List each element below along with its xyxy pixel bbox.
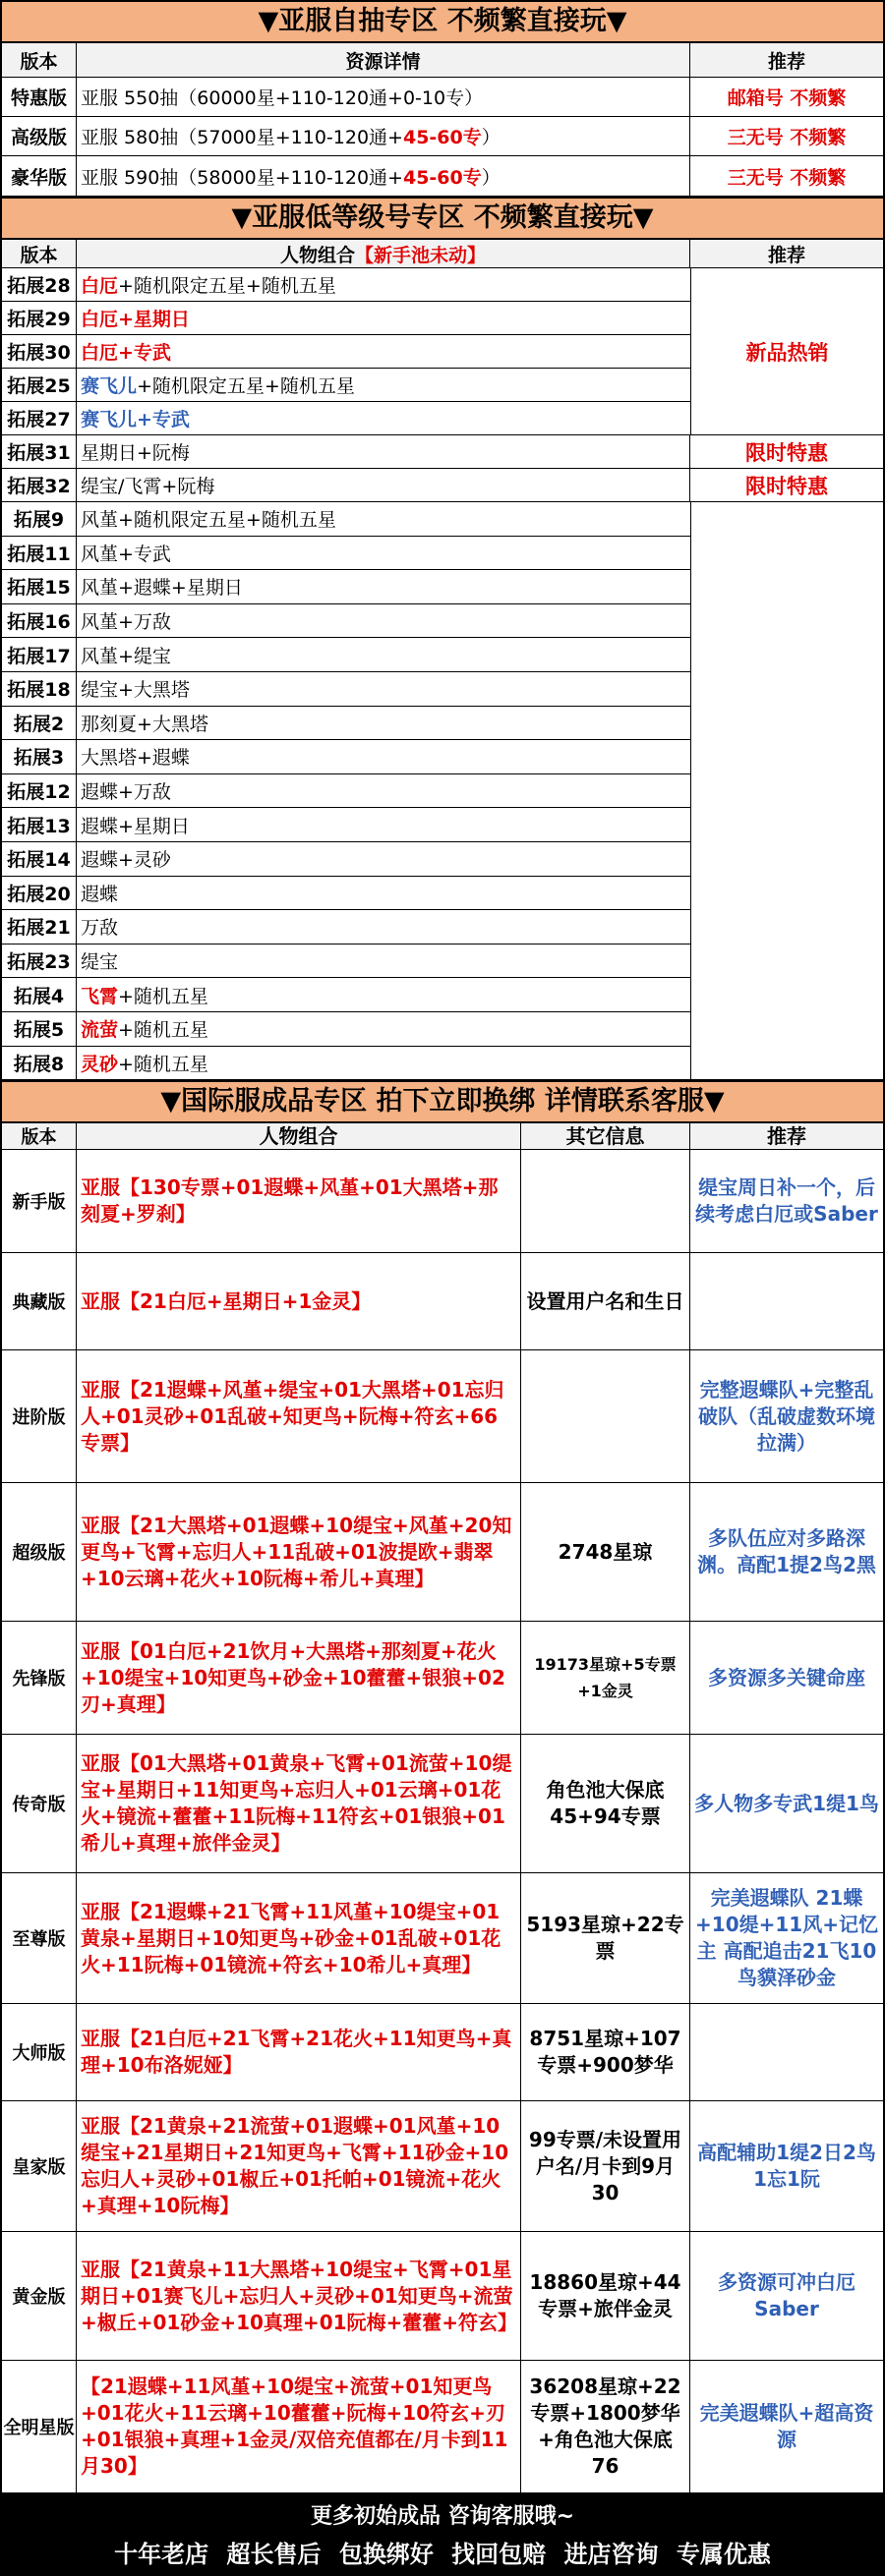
table-row bbox=[2, 435, 883, 469]
section-intl-finished bbox=[0, 1080, 885, 2493]
combo-cell: 星期日+阮梅 bbox=[77, 435, 690, 468]
version-cell: 拓展29 bbox=[2, 302, 77, 334]
combo-cell: 遐蝶+万敌 bbox=[81, 781, 171, 804]
header-version: 版本 bbox=[2, 240, 77, 267]
recommend-cell: 邮箱号 不频繁 bbox=[727, 87, 847, 109]
combo-rest: +随机限定五星+随机五星 bbox=[137, 375, 355, 397]
table-row bbox=[2, 302, 690, 335]
combo-rest: +专武 bbox=[118, 342, 171, 364]
combo-highlight: 白厄 bbox=[81, 342, 119, 364]
info-cell: 19173星琼+5专票+1金灵 bbox=[521, 1622, 690, 1734]
combo-cell: 亚服【21黄泉+11大黑塔+10缇宝+飞霄+01星期日+01赛飞儿+忘归人+灵砂+01知更鸟+流萤+椒丘+01砂金+10真理+01阮梅+藿藿+符玄】 bbox=[77, 2232, 521, 2360]
combo-cell: 缇宝 bbox=[81, 951, 119, 974]
header-combo: 人物组合 bbox=[77, 1123, 521, 1149]
recommend-cell: 三无号 不频繁 bbox=[727, 166, 847, 189]
recommend-cell: 多队伍应对多路深渊。高配1提2鸟2黑 bbox=[697, 1526, 876, 1577]
recommend-cell: 多资源可冲白厄Saber bbox=[718, 2270, 856, 2321]
combo-highlight: 赛飞儿 bbox=[81, 375, 138, 397]
header-version: 版本 bbox=[2, 1123, 77, 1149]
version-cell: 新手版 bbox=[2, 1150, 77, 1252]
combo-cell: 风堇+缇宝 bbox=[81, 645, 171, 667]
version-cell: 传奇版 bbox=[2, 1735, 77, 1872]
table-row bbox=[2, 2101, 883, 2232]
table-header bbox=[2, 43, 883, 78]
version-cell: 黄金版 bbox=[2, 2232, 77, 2360]
version-cell: 全明星版 bbox=[2, 2361, 77, 2492]
table-row bbox=[2, 402, 690, 434]
combo-cell: 亚服【21黄泉+21流萤+01遐蝶+01风堇+10缇宝+21星期日+21知更鸟+飞霄+11砂金+10忘归人+灵砂+01椒丘+01托帕+01镜流+花火+真理+10阮梅】 bbox=[77, 2101, 521, 2231]
recommend-cell: 三无号 不频繁 bbox=[727, 127, 847, 148]
info-cell: 2748星琼 bbox=[521, 1483, 690, 1621]
recommend-cell-empty bbox=[690, 502, 883, 1079]
table-header bbox=[2, 1123, 883, 1150]
table-row bbox=[2, 2361, 883, 2493]
version-cell: 拓展12 bbox=[2, 774, 77, 808]
combo-cell: 亚服【21白厄+21飞霄+21花火+11知更鸟+真理+10布洛妮娅】 bbox=[77, 2004, 521, 2100]
version-cell: 拓展4 bbox=[2, 978, 77, 1011]
version-cell: 高级版 bbox=[2, 117, 77, 155]
combo-highlight: 赛飞儿 bbox=[81, 409, 138, 430]
footer-line2: 十年老店 超长售后 包换绑好 找回包赔 进店咨询 专属优惠 bbox=[114, 2541, 771, 2569]
table-row bbox=[2, 1047, 690, 1080]
recommend-cell: 完整遐蝶队+完整乱破队（乱破虚数环境拉满） bbox=[698, 1377, 875, 1455]
version-cell: 拓展14 bbox=[2, 842, 77, 876]
info-cell bbox=[521, 1150, 690, 1252]
table-row bbox=[2, 117, 883, 156]
version-cell: 进阶版 bbox=[2, 1350, 77, 1482]
table-row bbox=[2, 774, 690, 809]
table-row bbox=[2, 740, 690, 774]
recommend-cell: 新品热销 bbox=[690, 268, 883, 434]
header-recommend: 推荐 bbox=[767, 1124, 806, 1149]
version-cell: 拓展2 bbox=[2, 707, 77, 740]
section-asia-low-level bbox=[0, 197, 885, 1080]
version-cell: 拓展32 bbox=[2, 469, 77, 501]
combo-cell bbox=[77, 302, 690, 334]
table-header bbox=[2, 240, 883, 268]
combo-cell: 大黑塔+遐蝶 bbox=[81, 747, 190, 770]
version-cell: 拓展21 bbox=[2, 910, 77, 944]
table-row bbox=[2, 156, 883, 197]
info-cell: 角色池大保底45+94专票 bbox=[521, 1735, 690, 1872]
table-row bbox=[2, 369, 690, 402]
combo-cell bbox=[77, 369, 690, 401]
version-cell: 拓展27 bbox=[2, 402, 77, 434]
combo-cell: 风堇+万敌 bbox=[81, 611, 171, 634]
version-cell: 超级版 bbox=[2, 1483, 77, 1621]
table-row bbox=[2, 877, 690, 911]
table-row bbox=[2, 842, 690, 877]
header-info: 其它信息 bbox=[521, 1123, 690, 1149]
detail-close: ） bbox=[481, 166, 501, 189]
combo-cell: 缇宝+大黑塔 bbox=[81, 679, 190, 702]
header-combo-text: 人物组合 bbox=[279, 244, 355, 266]
recommend-cell: 完美遐蝶队 21蝶+10缇+11风+记忆主 高配追击21飞10鸟貘泽砂金 bbox=[695, 1886, 878, 1990]
combo-cell bbox=[77, 335, 690, 368]
table-row bbox=[2, 570, 690, 604]
combo-highlight: 流萤 bbox=[81, 1019, 119, 1042]
version-cell: 大师版 bbox=[2, 2004, 77, 2100]
info-cell bbox=[521, 1350, 690, 1482]
info-cell: 8751星琼+107专票+900梦华 bbox=[521, 2004, 690, 2100]
combo-rest: +随机限定五星+随机五星 bbox=[118, 275, 336, 297]
detail-cell bbox=[77, 78, 690, 116]
info-cell: 99专票/未设置用户名/月卡到9月30 bbox=[521, 2101, 690, 2231]
header-combo-note: 【新手池未动】 bbox=[355, 244, 487, 266]
version-cell: 拓展28 bbox=[2, 268, 77, 301]
combo-cell: 亚服【01白厄+21饮月+大黑塔+那刻夏+花火+10缇宝+10知更鸟+砂金+10藿藿+银狼+02刃+真理】 bbox=[77, 1622, 521, 1734]
table-row bbox=[2, 1622, 883, 1735]
version-cell: 至尊版 bbox=[2, 1873, 77, 2003]
detail-cell bbox=[77, 156, 690, 196]
combo-rest: +随机五星 bbox=[118, 1019, 208, 1042]
version-cell: 特惠版 bbox=[2, 78, 77, 116]
info-cell: 设置用户名和生日 bbox=[521, 1253, 690, 1349]
info-cell: 18860星琼+44专票+旅伴金灵 bbox=[521, 2232, 690, 2360]
combo-rest: +随机五星 bbox=[118, 1053, 208, 1075]
header-recommend: 推荐 bbox=[767, 244, 805, 266]
version-cell: 豪华版 bbox=[2, 156, 77, 196]
header-combo bbox=[77, 240, 690, 267]
combo-cell: 【21遐蝶+11风堇+10缇宝+流萤+01知更鸟+01花火+11云璃+10藿藿+阮梅+10符玄+刃+01银狼+真理+1金灵/双倍充值都在/月卡到11月30】 bbox=[77, 2361, 521, 2492]
table-row bbox=[2, 1483, 883, 1622]
table-row bbox=[2, 335, 690, 369]
combo-cell: 那刻夏+大黑塔 bbox=[81, 713, 208, 735]
version-cell: 拓展9 bbox=[2, 502, 77, 536]
detail-text: 亚服 590抽（58000星+110-120通+ bbox=[81, 166, 403, 189]
recommend-cell: 限时特惠 bbox=[745, 440, 828, 465]
table-row bbox=[2, 537, 690, 571]
section-title: ▼国际服成品专区 拍下立即换绑 详情联系客服▼ bbox=[2, 1082, 883, 1123]
recommend-cell: 多资源多关键命座 bbox=[708, 1665, 865, 1689]
section-title: ▼亚服自抽专区 不频繁直接玩▼ bbox=[2, 2, 883, 43]
combo-cell: 万敌 bbox=[81, 917, 119, 940]
recommend-cell: 限时特惠 bbox=[745, 474, 828, 498]
header-detail: 资源详情 bbox=[77, 43, 690, 77]
version-cell: 拓展11 bbox=[2, 537, 77, 570]
version-cell: 先锋版 bbox=[2, 1622, 77, 1734]
combo-cell: 遐蝶+灵砂 bbox=[81, 849, 171, 872]
combo-cell: 亚服【21大黑塔+01遐蝶+10缇宝+风堇+20知更鸟+飞霄+忘归人+11乱破+01波提欧+翡翠+10云璃+花火+10阮梅+希儿+真理】 bbox=[77, 1483, 521, 1621]
table-row bbox=[2, 1350, 883, 1483]
version-cell: 拓展31 bbox=[2, 435, 77, 468]
table-row bbox=[2, 268, 690, 302]
combo-rest: +星期日 bbox=[118, 309, 190, 330]
table-row bbox=[2, 808, 690, 842]
recommend-cell: 高配辅助1缇2日2鸟1忘1阮 bbox=[697, 2141, 876, 2192]
combo-highlight: 灵砂 bbox=[81, 1053, 119, 1075]
combo-rest: +专武 bbox=[137, 409, 190, 430]
version-cell: 拓展23 bbox=[2, 945, 77, 978]
table-row bbox=[2, 672, 690, 707]
version-cell: 典藏版 bbox=[2, 1253, 77, 1349]
version-cell: 拓展8 bbox=[2, 1047, 77, 1080]
combo-cell: 风堇+专武 bbox=[81, 543, 171, 565]
version-cell: 皇家版 bbox=[2, 2101, 77, 2231]
table-row bbox=[2, 1012, 690, 1047]
combo-cell: 亚服【130专票+01遐蝶+风堇+01大黑塔+那刻夏+罗刹】 bbox=[77, 1150, 521, 1252]
recommend-cell bbox=[690, 1253, 883, 1349]
combo-cell: 遐蝶 bbox=[81, 883, 119, 905]
detail-text: 亚服 550抽（60000星+110-120通+0-10专） bbox=[81, 87, 484, 109]
table-row bbox=[2, 502, 690, 537]
table-row bbox=[2, 1735, 883, 1873]
version-cell: 拓展18 bbox=[2, 672, 77, 706]
combo-cell bbox=[77, 402, 690, 434]
table-row bbox=[2, 1253, 883, 1350]
combo-highlight: 白厄 bbox=[81, 275, 119, 297]
info-cell: 5193星琼+22专票 bbox=[521, 1873, 690, 2003]
combo-highlight: 白厄 bbox=[81, 309, 119, 330]
recommend-cell: 缇宝周日补一个，后续考虑白厄或Saber bbox=[695, 1175, 878, 1227]
recommend-cell bbox=[690, 2004, 883, 2100]
version-cell: 拓展13 bbox=[2, 808, 77, 841]
table-row bbox=[2, 638, 690, 672]
table-row bbox=[2, 2004, 883, 2101]
hot-group bbox=[2, 268, 883, 435]
version-cell: 拓展17 bbox=[2, 638, 77, 671]
combo-cell bbox=[77, 268, 690, 301]
table-row bbox=[2, 2232, 883, 2361]
table-row bbox=[2, 945, 690, 979]
combo-cell: 遐蝶+星期日 bbox=[81, 815, 190, 837]
footer bbox=[0, 2493, 885, 2530]
detail-text: 亚服 580抽（57000星+110-120通+ bbox=[81, 127, 403, 148]
table-row bbox=[2, 1873, 883, 2004]
combo-cell: 风堇+随机限定五星+随机五星 bbox=[81, 509, 336, 532]
combo-cell: 风堇+遐蝶+星期日 bbox=[81, 577, 243, 600]
version-cell: 拓展30 bbox=[2, 335, 77, 368]
detail-highlight: 45-60专 bbox=[402, 166, 482, 189]
recommend-cell: 多人物多专武1缇1鸟 bbox=[694, 1791, 879, 1815]
info-cell: 36208星琼+22专票+1800梦华+角色池大保底76 bbox=[521, 2361, 690, 2492]
version-cell: 拓展15 bbox=[2, 570, 77, 603]
detail-close: ） bbox=[481, 127, 501, 148]
table-row bbox=[2, 978, 690, 1012]
combo-cell: 亚服【01大黑塔+01黄泉+飞霄+01流萤+10缇宝+星期日+11知更鸟+忘归人+01云璃+01花火+镜流+藿藿+11阮梅+11符玄+01银狼+01希儿+真理+旅伴金灵】 bbox=[77, 1735, 521, 1872]
section-title: ▼亚服低等级号专区 不频繁直接玩▼ bbox=[2, 199, 883, 240]
detail-highlight: 45-60专 bbox=[402, 127, 482, 148]
combo-highlight: 飞霄 bbox=[81, 985, 119, 1007]
detail-cell bbox=[77, 117, 690, 155]
combo-cell: 亚服【21白厄+星期日+1金灵】 bbox=[77, 1253, 521, 1349]
combo-cell bbox=[77, 1047, 690, 1080]
plain-group bbox=[2, 502, 883, 1080]
recommend-cell: 完美遐蝶队+超高资源 bbox=[699, 2401, 874, 2452]
footer-line1: 更多初始成品 咨询客服哦~ bbox=[310, 2504, 575, 2530]
section-asia-self-draw bbox=[0, 0, 885, 197]
table-row bbox=[2, 910, 690, 945]
table-row bbox=[2, 469, 883, 502]
version-cell: 拓展3 bbox=[2, 740, 77, 773]
footer-slogans bbox=[0, 2527, 885, 2576]
combo-cell bbox=[77, 978, 690, 1011]
version-cell: 拓展16 bbox=[2, 604, 77, 638]
version-cell: 拓展5 bbox=[2, 1012, 77, 1046]
table-row bbox=[2, 1150, 883, 1253]
table-row bbox=[2, 78, 883, 117]
combo-cell: 亚服【21遐蝶+21飞霄+11风堇+10缇宝+01黄泉+星期日+10知更鸟+砂金+01乱破+01花火+11阮梅+01镜流+符玄+10希儿+真理】 bbox=[77, 1873, 521, 2003]
table-row bbox=[2, 707, 690, 741]
combo-cell bbox=[77, 1012, 690, 1046]
version-cell: 拓展25 bbox=[2, 369, 77, 401]
header-recommend: 推荐 bbox=[767, 50, 805, 73]
version-cell: 拓展20 bbox=[2, 877, 77, 910]
table-row bbox=[2, 604, 690, 639]
combo-cell: 缇宝/飞霄+阮梅 bbox=[77, 469, 690, 501]
header-version: 版本 bbox=[2, 43, 77, 77]
combo-rest: +随机五星 bbox=[118, 985, 208, 1007]
combo-cell: 亚服【21遐蝶+风堇+缇宝+01大黑塔+01忘归人+01灵砂+01乱破+知更鸟+阮梅+符玄+66专票】 bbox=[77, 1350, 521, 1482]
